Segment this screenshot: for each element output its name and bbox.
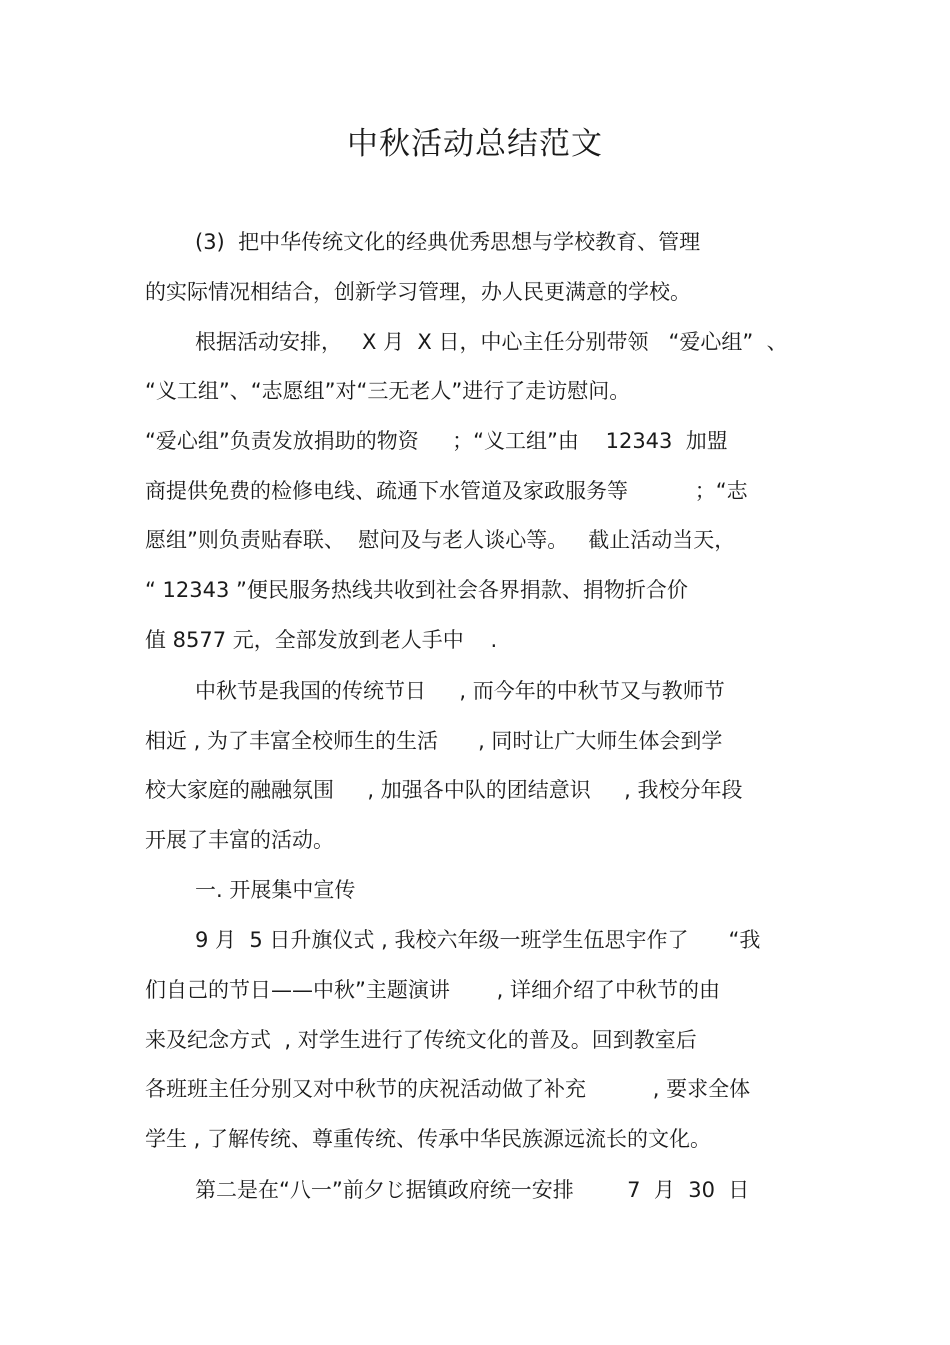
- text-line-12: 校大家庭的融融氛围 , 加强各中队的团结意识 , 我校分年段: [145, 778, 743, 802]
- text-line-5: “爱心组”负责发放捐助的物资 ；“义工组”由 12343 加盟: [145, 429, 728, 453]
- text-line-4: “义工组”、“志愿组”对“三无老人”进行了走访慰问。: [145, 379, 631, 403]
- text-line-9: 值 8577 元，全部发放到老人手中 .: [145, 628, 498, 652]
- text-line-18: 各班班主任分别又对中秋节的庆祝活动做了补充 , 要求全体: [145, 1077, 751, 1101]
- text-line-11: 相近 , 为了丰富全校师生的生活 , 同时让广大师生体会到学: [145, 729, 723, 753]
- text-line-19: 学生 , 了解传统、尊重传统、传承中华民族源远流长的文化。: [145, 1127, 712, 1151]
- text-line-16: 们自己的节日——中秋”主题演讲 , 详细介绍了中秋节的由: [145, 978, 720, 1002]
- section-heading: 一. 开展集中宣传: [195, 878, 356, 902]
- text-line-1: (3) 把中华传统文化的经典优秀思想与学校教育、管理: [195, 230, 701, 254]
- text-line-13: 开展了丰富的活动。: [145, 828, 334, 852]
- text-line-10: 中秋节是我国的传统节日 , 而今年的中秋节又与教师节: [195, 679, 725, 703]
- text-line-7: 愿组”则负责贴春联、 慰问及与老人谈心等。 截止活动当天，: [145, 528, 736, 552]
- text-line-6: 商提供免费的检修电线、疏通下水管道及家政服务等 ；“志: [145, 479, 748, 503]
- document-title: 中秋活动总结范文: [347, 126, 603, 162]
- text-line-8: “ 12343 ”便民服务热线共收到社会各界捐款、捐物折合价: [145, 578, 688, 602]
- text-line-3: 根据活动安排， X 月 X 日，中心主任分别带领 “爱心组” 、: [195, 330, 788, 354]
- text-line-17: 来及纪念方式 , 对学生进行了传统文化的普及。回到教室后: [145, 1028, 697, 1052]
- text-line-2: 的实际情况相结合，创新学习管理，办人民更满意的学校。: [145, 280, 691, 304]
- text-line-20: 第二是在“八一”前夕じ据镇政府统一安排 7 月 30 日: [195, 1178, 750, 1202]
- text-line-15: 9 月 5 日升旗仪式 , 我校六年级一班学生伍思宇作了 “我: [195, 928, 761, 952]
